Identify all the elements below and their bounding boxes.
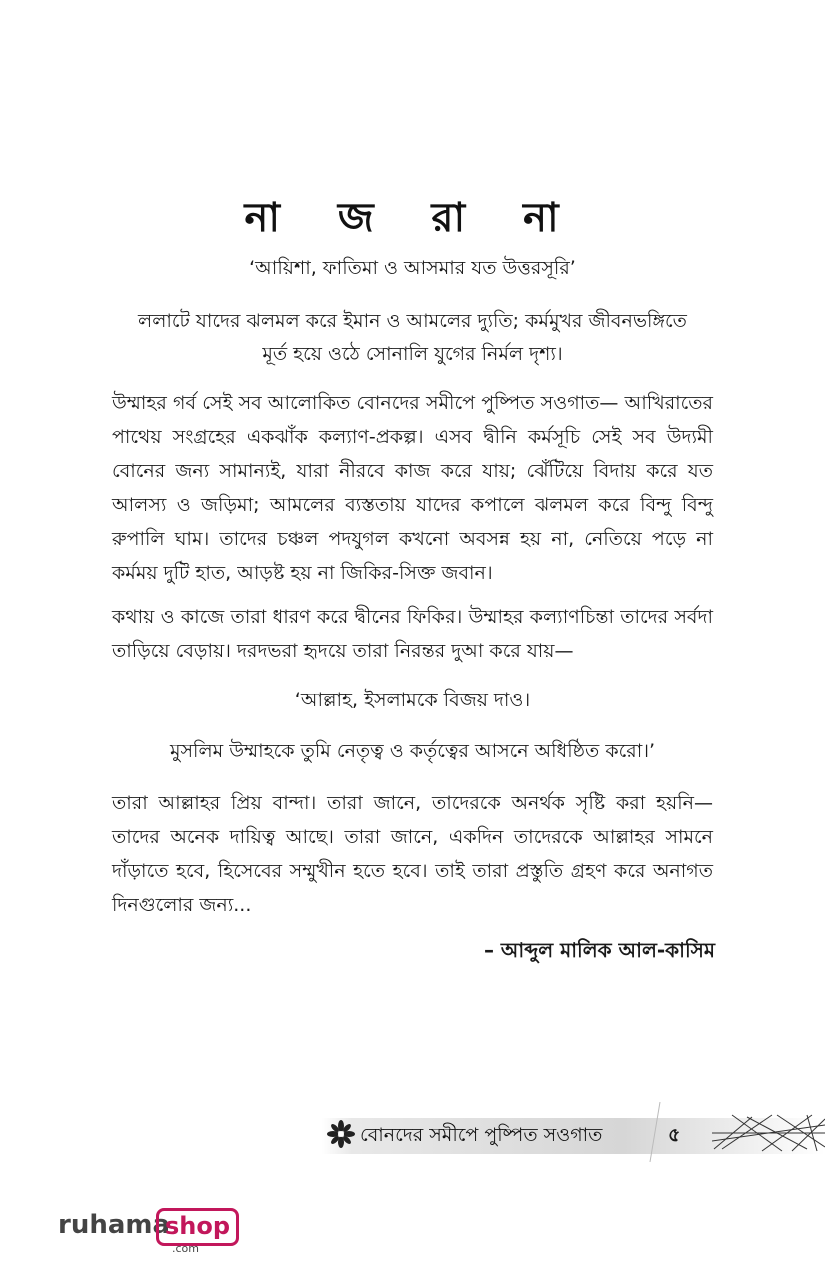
footer-divider	[648, 1102, 662, 1162]
brand-logo	[58, 1208, 231, 1258]
brand-domain: .com	[172, 1242, 199, 1255]
paragraph-1: উম্মাহর গর্ব সেই সব আলোকিত বোনদের সমীপে পুষ্পিত সওগাত— আখিরাতের পাথেয় সংগ্রহের একঝাঁক কল্যাণ-প্রকল্প। এসব দ্বীনি কর্মসূচি সেই সব উদ্যমী বোনের জন্য সামান্যই, যারা নীরবে কাজ করে যায়; ঝেঁটিয়ে বিদায় করে যত আলস্য ও জড়িমা; আমলের ব্যস্ততায় যাদের কপালে ঝলমল করে বিন্দু বিন্দু রুপালি ঘাম। তাদের চঞ্চল পদযুগল কখনো অবসন্ন হয় না, নেতিয়ে পড়ে না কর্মময় দুটি হাত, আড়ষ্ট হয় না জিকির-সিক্ত জবান।	[112, 392, 713, 584]
prayer-line-1: ‘আল্লাহ, ইসলামকে বিজয় দাও।	[294, 689, 531, 711]
running-footer-title: বোনদের সমীপে পুষ্পিত সওগাত	[360, 1124, 603, 1146]
decorative-lines	[712, 1113, 825, 1153]
paragraph-2: কথায় ও কাজে তারা ধারণ করে দ্বীনের ফিকির। উম্মাহর কল্যাণচিন্তা তাদের সর্বদা তাড়িয়ে বেড়ায়। দরদভরা হৃদয়ে তারা নিরন্তর দুআ করে যায়—	[112, 606, 713, 662]
author-signature: – আব্দুল মালিক আল-কাসিম	[483, 938, 715, 962]
flower-icon	[326, 1119, 356, 1149]
intro-line-2: মূর্ত হয়ে ওঠে সোনালি যুগের নির্মল দৃশ্য।	[262, 343, 563, 365]
subtitle: ‘আয়িশা, ফাতিমা ও আসমার যত উত্তরসূরি’	[249, 257, 576, 279]
brand-shop-badge: shop	[156, 1208, 239, 1246]
page-number: ৫	[668, 1124, 681, 1146]
paragraph-3: তারা আল্লাহর প্রিয় বান্দা। তারা জানে, তাদেরকে অনর্থক সৃষ্টি করা হয়নি— তাদের অনেক দায়িত্ব আছে। তারা জানে, একদিন তাদেরকে আল্লাহর সামনে দাঁড়াতে হবে, হিসেবের সম্মুখীন হতে হবে। তাই তারা প্রস্তুতি গ্রহণ করে অনাগত দিনগুলোর জন্য...	[112, 792, 713, 916]
prayer-line-2: মুসলিম উম্মাহকে তুমি নেতৃত্ব ও কর্তৃত্বের আসনে অধিষ্ঠিত করো।’	[169, 740, 656, 762]
page-title: না জ রা না	[244, 195, 581, 241]
intro-line-1: ললাটে যাদের ঝলমল করে ইমান ও আমলের দ্যুতি; কর্মমুখর জীবনভঙ্গিতে	[138, 310, 687, 332]
brand-name: ruhama	[58, 1210, 171, 1240]
